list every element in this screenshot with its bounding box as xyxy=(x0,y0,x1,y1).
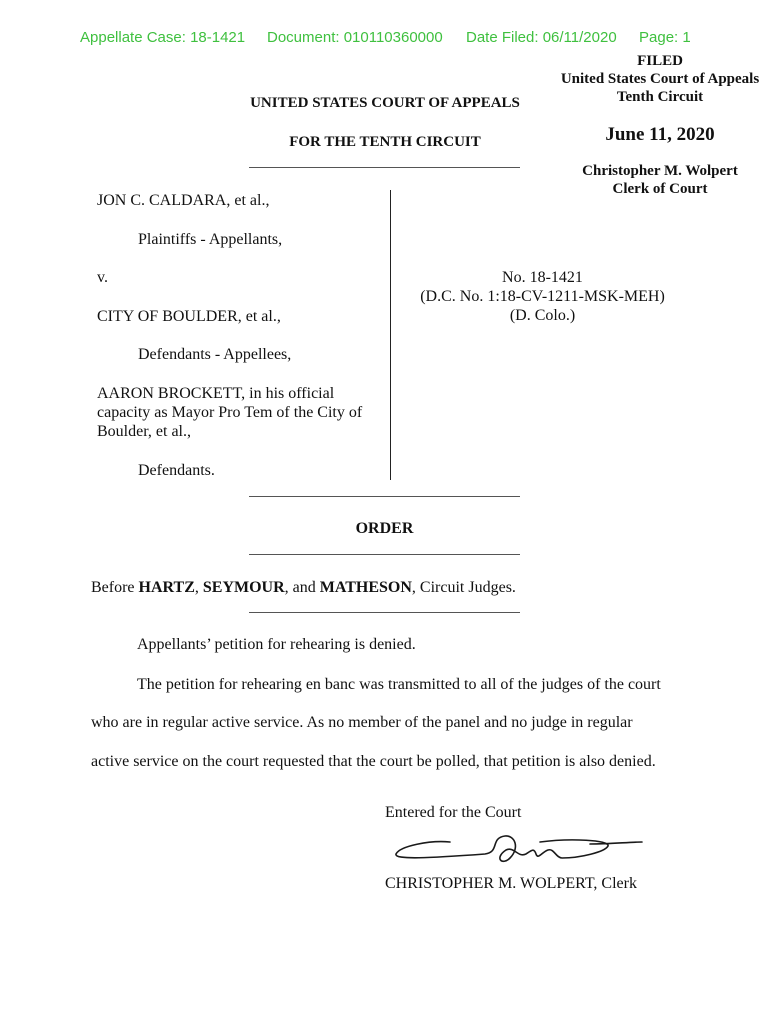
case-number-stamp: Appellate Case: 18-1421 xyxy=(80,29,246,46)
versus-label: v. xyxy=(97,269,108,286)
order-rule-top xyxy=(249,496,520,497)
order-paragraph-2-line-3: active service on the court requested that the court be polled, that petition is also denied. xyxy=(91,753,656,770)
judge-seymour: SEYMOUR xyxy=(202,579,285,596)
panel-line xyxy=(91,579,516,597)
order-paragraph-1: Appellants’ petition for rehearing is denied. xyxy=(137,636,416,653)
plaintiffs-role: Plaintiffs - Appellants, xyxy=(138,231,283,248)
other-defendant-line1: AARON BROCKETT, in his official xyxy=(97,385,335,402)
district-case-number: (D.C. No. 1:18-CV-1211-MSK-MEH) xyxy=(420,288,665,305)
court-name: UNITED STATES COURT OF APPEALS xyxy=(250,95,520,111)
filed-date: June 11, 2020 xyxy=(605,124,715,145)
clerk-signer: CHRISTOPHER M. WOLPERT, Clerk xyxy=(385,875,637,892)
case-number: No. 18-1421 xyxy=(502,269,583,286)
clerk-signature xyxy=(390,828,650,870)
filed-label: FILED xyxy=(637,53,683,69)
document-number-stamp: Document: 010110360000 xyxy=(267,29,443,46)
order-rule-bottom xyxy=(249,554,520,555)
panel-sep-2: , and xyxy=(284,579,320,596)
before-prefix: Before xyxy=(91,579,139,596)
defendants-role: Defendants - Appellees, xyxy=(138,346,292,363)
plaintiffs-name: JON C. CALDARA, et al., xyxy=(97,192,270,209)
entered-for-court: Entered for the Court xyxy=(385,804,522,821)
caption-divider xyxy=(390,190,391,480)
panel-rule xyxy=(249,612,520,613)
before-suffix: , Circuit Judges. xyxy=(411,579,516,596)
court-circuit: FOR THE TENTH CIRCUIT xyxy=(289,134,481,150)
filed-court-line: United States Court of Appeals xyxy=(560,71,760,87)
order-title: ORDER xyxy=(355,520,414,537)
date-filed-stamp: Date Filed: 06/11/2020 xyxy=(466,29,617,46)
order-paragraph-2-line-2: who are in regular active service. As no member of the panel and no judge in regular xyxy=(91,714,633,731)
other-defendant-line2: capacity as Mayor Pro Tem of the City of xyxy=(97,404,363,421)
clerk-title: Clerk of Court xyxy=(612,181,708,197)
page-number-stamp: Page: 1 xyxy=(639,29,691,46)
panel-sep-1: , xyxy=(194,579,203,596)
defendants-name: CITY OF BOULDER, et al., xyxy=(97,308,281,325)
other-defendant-line3: Boulder, et al., xyxy=(97,423,191,440)
other-defendant-role: Defendants. xyxy=(138,462,215,479)
district-court: (D. Colo.) xyxy=(509,307,576,324)
judge-hartz: HARTZ xyxy=(138,579,195,596)
order-paragraph-2-line-1: The petition for rehearing en banc was transmitted to all of the judges of the court xyxy=(137,676,661,693)
clerk-name: Christopher M. Wolpert xyxy=(582,163,738,179)
heading-rule xyxy=(249,167,520,168)
filed-circuit-line: Tenth Circuit xyxy=(616,89,704,105)
judge-matheson: MATHESON xyxy=(319,579,412,596)
